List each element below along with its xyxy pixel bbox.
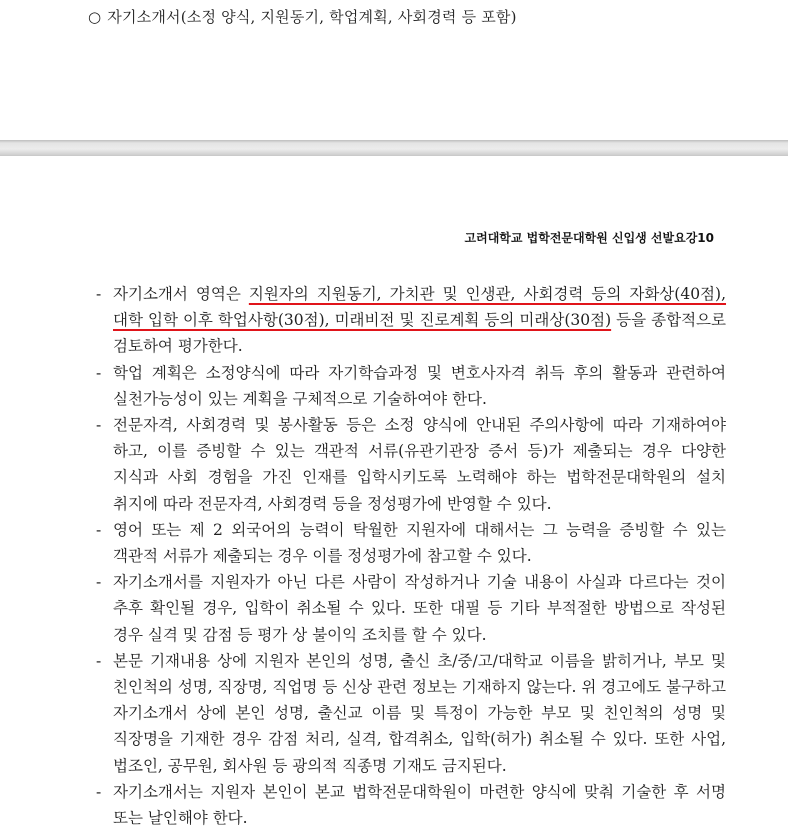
guideline-item <box>96 648 726 779</box>
text-segment: 자기소개서를 지원자가 아닌 다른 사람이 작성하거나 기술 내용이 사실과 다르다는 것이 추후 확인될 경우, 입학이 취소될 수 있다. 또한 대필 등 기타 부적절한 방법으로 작성된 경우 실격 및 감점 등 평가 상 불이익 조치를 할 수 있다. <box>113 573 726 644</box>
page-separator <box>0 140 788 156</box>
guideline-item <box>96 517 726 569</box>
checklist-item <box>88 6 517 27</box>
text-segment: 등을 종합적으로 검토하여 평가한다. <box>113 311 726 356</box>
guideline-item-text <box>113 779 726 831</box>
dash-bullet-icon: - <box>96 520 102 539</box>
guideline-item-text <box>113 412 726 517</box>
circle-bullet-icon: ○ <box>88 8 102 26</box>
dash-bullet-icon: - <box>96 651 102 670</box>
running-header: 고려대학교 법학전문대학원 신입생 선발요강10 <box>464 231 714 245</box>
guideline-item <box>96 412 726 517</box>
guideline-item <box>96 569 726 648</box>
text-segment: 자기소개서는 지원자 본인이 본교 법학전문대학원이 마련한 양식에 맞춰 기술한 후 서명 또는 날인해야 한다. <box>113 782 726 828</box>
guideline-item-text <box>113 517 726 569</box>
text-segment: 본문 기재내용 상에 지원자 본인의 성명, 출신 초/중/고/대학교 이름을 밝히거나, 부모 및 친인척의 성명, 직장명, 직업명 등 신상 관련 정보는 기재하지 않는다. 위 경고에도 불구하고 자기소개서 상에 본인 성명, 출신교 이름 및 특정이 가능한 부모 및 친인척의 성명 및 직장명을 기재한 경우 감점 처리, 실격, 합격취소, 입학(허가) 취소될 수 있다. 또한 사업, 법조인, 공무원, 회사원 등 광의적 직종명 기재도 금지된다. <box>113 651 726 775</box>
dash-bullet-icon: - <box>96 363 102 382</box>
guideline-item-text <box>113 360 726 412</box>
guideline-item-text <box>113 648 726 779</box>
guideline-item <box>96 779 726 831</box>
text-segment: 자기소개서 영역은 <box>113 285 249 303</box>
previous-page-bottom <box>0 0 788 140</box>
guideline-list <box>96 281 726 831</box>
guideline-item <box>96 360 726 412</box>
guideline-item-text <box>113 281 726 360</box>
text-segment: 학업 계획은 소정양식에 따라 자기학습과정 및 변호사자격 취득 후의 활동과 관련하여 실천가능성이 있는 계획을 구체적으로 기술하여야 한다. <box>113 363 726 408</box>
dash-bullet-icon: - <box>96 416 102 435</box>
checklist-item-text: 자기소개서(소정 양식, 지원동기, 학업계획, 사회경력 등 포함) <box>107 8 517 26</box>
text-segment: 영어 또는 제 2 외국어의 능력이 탁월한 지원자에 대해서는 그 능력을 증빙할 수 있는 객관적 서류가 제출되는 경우 이를 정성평가에 참고할 수 있다. <box>113 520 726 566</box>
text-segment: 전문자격, 사회경력 및 봉사활동 등은 소정 양식에 안내된 주의사항에 따라 기재하여야 하고, 이를 증빙할 수 있는 객관적 서류(유관기관장 증서 등)가 제출되는 경우 다양한 지식과 사회 경험을 가진 인재를 입학시키도록 노력해야 하는 법학전문대학원의 설치 취지에 따라 전문자격, 사회경력 등을 정성평가에 반영할 수 있다. <box>113 416 726 513</box>
dash-bullet-icon: - <box>96 285 102 303</box>
guideline-item-text <box>113 569 726 648</box>
dash-bullet-icon: - <box>96 573 102 592</box>
guideline-item <box>96 281 726 360</box>
underlined-text: 지원자의 지원동기, 가치관 및 인생관, 사회경력 등의 자화상(40점), 대학 입학 이후 학업사항(30점), 미래비전 및 진로계획 등의 미래상(30점) <box>113 285 727 330</box>
dash-bullet-icon: - <box>96 782 102 801</box>
